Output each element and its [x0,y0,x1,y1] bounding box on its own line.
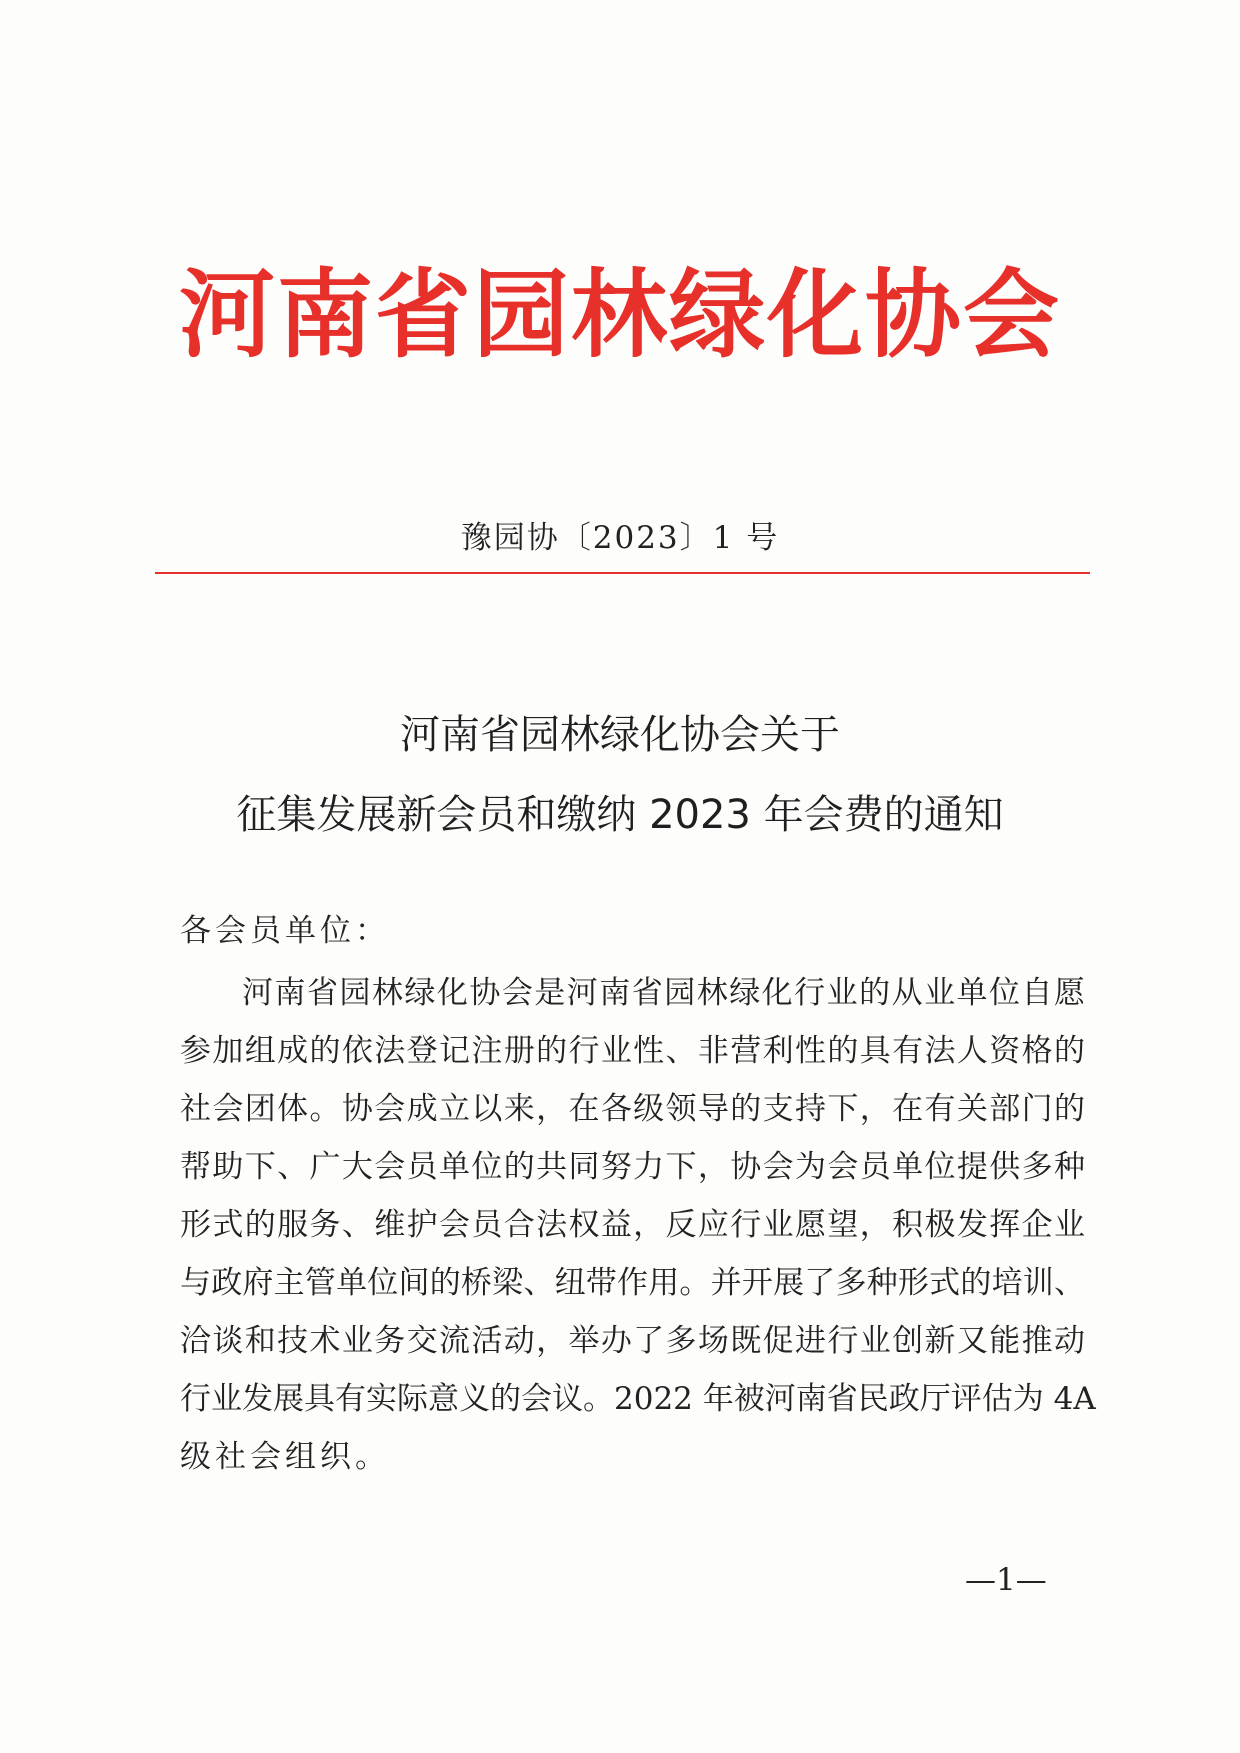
body-line: 与政府主管单位间的桥梁、纽带作用。并开展了多种形式的培训、 [180,1265,1085,1301]
body-line: 参加组成的依法登记注册的行业性、非营利性的具有法人资格的 [180,1033,1085,1069]
body-line: 社会团体。协会成立以来，在各级领导的支持下，在有关部门的 [180,1091,1085,1127]
body-line: 级社会组织。 [180,1439,390,1475]
salutation: 各会员单位： [180,913,390,949]
body-line: 帮助下、广大会员单位的共同努力下，协会为会员单位提供多种 [180,1149,1085,1185]
body-line: 河南省园林绿化协会是河南省园林绿化行业的从业单位自愿 [242,975,1085,1011]
body-line: 行业发展具有实际意义的会议。2022 年被河南省民政厅评估为 4A [180,1381,1096,1417]
document-title-line-1: 河南省园林绿化协会关于 [400,712,840,758]
body-line: 形式的服务、维护会员合法权益，反应行业愿望，积极发挥企业 [180,1207,1085,1243]
document-number: 豫园协〔2023〕1 号 [460,520,780,556]
document-title-line-2: 征集发展新会员和缴纳 2023 年会费的通知 [236,792,1004,838]
page-number: —1— [965,1562,1047,1598]
organization-header: 河南省园林绿化协会 [179,258,1061,371]
body-line: 洽谈和技术业务交流活动，举办了多场既促进行业创新又能推动 [180,1323,1085,1359]
red-divider-line [155,572,1090,574]
